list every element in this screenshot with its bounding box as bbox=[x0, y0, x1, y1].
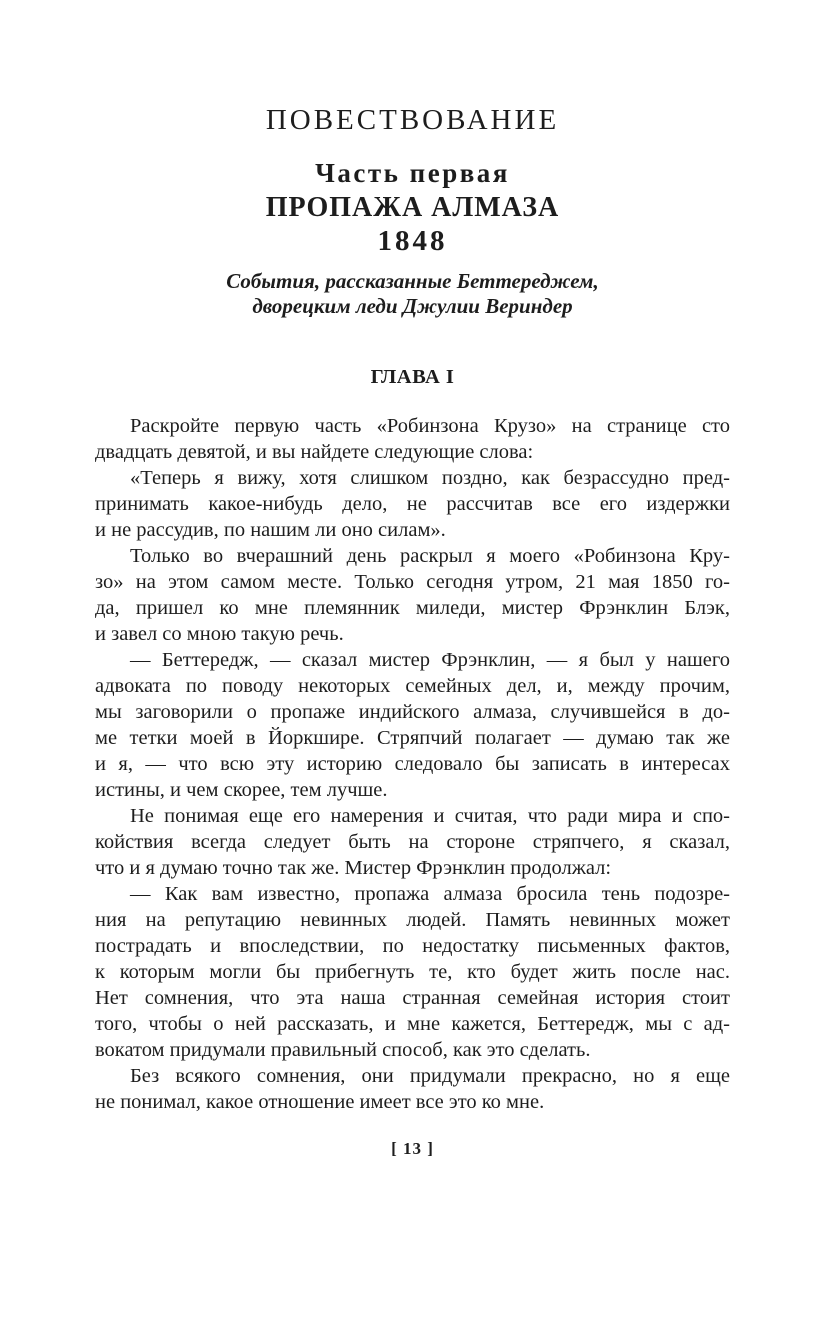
body-line: адвоката по поводу некоторых семейных дел, и, между прочим, bbox=[95, 675, 730, 697]
body-line: и не рассудив, по нашим ли оно силам». bbox=[95, 519, 446, 541]
body-line: того, чтобы о ней рассказать, и мне кажется, Беттередж, мы с ад- bbox=[95, 1013, 730, 1035]
body-line: Нет сомнения, что эта наша странная семейная история стоит bbox=[95, 987, 730, 1009]
body-line: зо» на этом самом месте. Только сегодня утром, 21 мая 1850 го- bbox=[95, 571, 730, 593]
chapter-heading: ГЛАВА I bbox=[370, 366, 455, 388]
body-line: принимать какое-нибудь дело, не рассчитав все его издержки bbox=[95, 493, 730, 515]
body-line: Не понимая еще его намерения и считая, что ради мира и спо- bbox=[130, 805, 730, 827]
body-line: ния на репутацию невинных людей. Память невинных может bbox=[95, 909, 730, 931]
body-line: койствия всегда следует быть на стороне стряпчего, я сказал, bbox=[95, 831, 730, 853]
narrative-title: ПОВЕСТВОВАНИЕ bbox=[265, 104, 560, 136]
body-line: истины, и чем скорее, тем лучше. bbox=[95, 779, 388, 801]
narrator-subtitle bbox=[95, 269, 730, 319]
section-title: ПРОПАЖА АЛМАЗА bbox=[265, 192, 560, 223]
body-line: Без всякого сомнения, они придумали прекрасно, но я еще bbox=[130, 1065, 730, 1087]
body-line: Только во вчерашний день раскрыл я моего «Робинзона Кру- bbox=[130, 545, 730, 567]
body-line: и завел со мною такую речь. bbox=[95, 623, 344, 645]
subtitle-line: дворецким леди Джулии Вериндер bbox=[252, 294, 573, 318]
body-line: Раскройте первую часть «Робинзона Крузо» на странице сто bbox=[130, 415, 730, 437]
body-line: ме тетки моей в Йоркшире. Стряпчий полагает — думаю так же bbox=[95, 727, 730, 749]
body-line: да, пришел ко мне племянник миледи, мистер Фрэнклин Блэк, bbox=[95, 597, 730, 619]
body-line: — Как вам известно, пропажа алмаза бросила тень подозре- bbox=[130, 883, 730, 905]
page-number: [ 13 ] bbox=[391, 1139, 434, 1158]
section-year: 1848 bbox=[377, 225, 448, 257]
body-line: не понимал, какое отношение имеет все это ко мне. bbox=[95, 1091, 545, 1113]
book-page bbox=[0, 102, 827, 1342]
body-line: и я, — что всю эту историю следовало бы записать в интересах bbox=[95, 753, 730, 775]
body-line: к которым могли бы прибегнуть те, кто будет жить после нас. bbox=[95, 961, 730, 983]
body-line: пострадать и впоследствии, по недостатку письменных фактов, bbox=[95, 935, 730, 957]
body-line: вокатом придумали правильный способ, как это сделать. bbox=[95, 1039, 591, 1061]
body-line: что и я думаю точно так же. Мистер Фрэнклин продолжал: bbox=[95, 857, 612, 879]
body-line: — Беттередж, — сказал мистер Фрэнклин, — я был у нашего bbox=[130, 649, 730, 671]
body-line: двадцать девятой, и вы найдете следующие слова: bbox=[95, 441, 534, 463]
part-title: Часть первая bbox=[315, 158, 510, 188]
body-text bbox=[95, 413, 730, 1115]
subtitle-line: События, рассказанные Беттереджем, bbox=[226, 269, 599, 293]
body-line: мы заговорили о пропаже индийского алмаза, случившейся в до- bbox=[95, 701, 730, 723]
body-line: «Теперь я вижу, хотя слишком поздно, как безрассудно пред- bbox=[130, 467, 730, 489]
